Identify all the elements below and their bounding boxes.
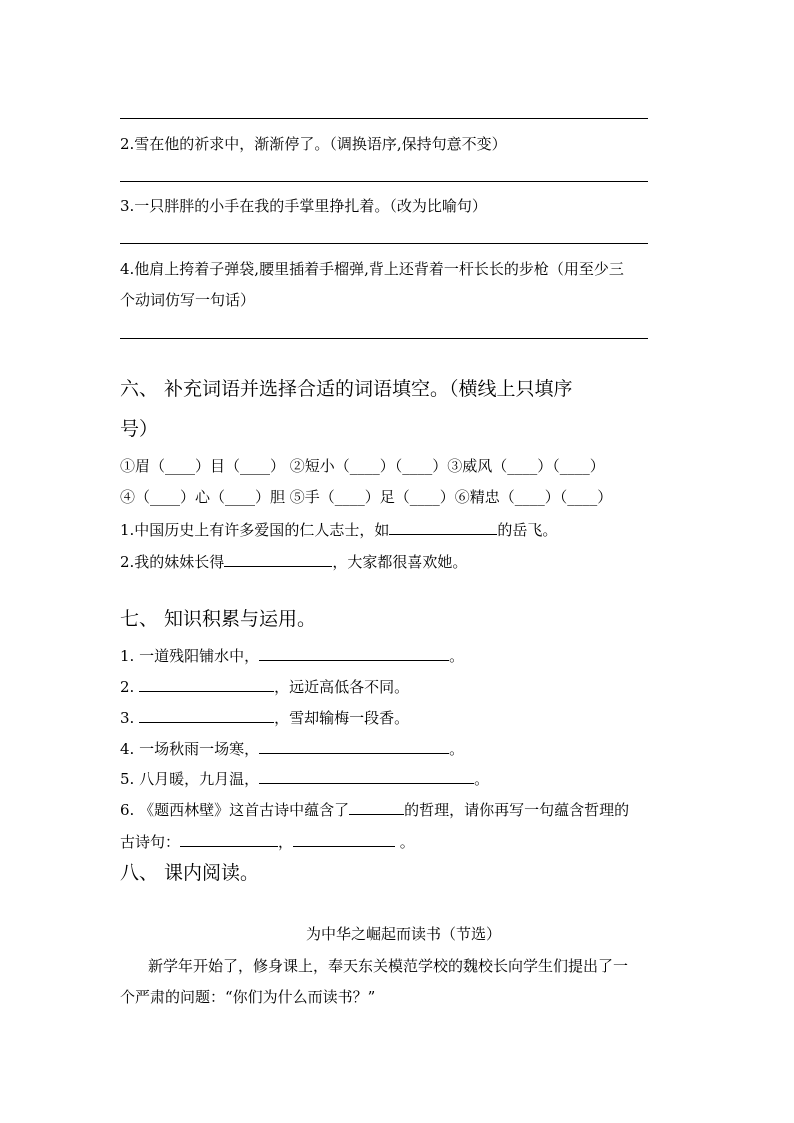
section-heading: 七、 知识积累与运用。 xyxy=(120,608,317,630)
poem-question: 6. 《题西林壁》这首古诗中蕴含了 的哲理，请你再写一句蕴含哲理的 xyxy=(120,801,630,819)
fill-blank[interactable] xyxy=(139,676,274,692)
section-heading: 八、 课内阅读。 xyxy=(120,862,260,884)
fill-blank[interactable] xyxy=(389,519,497,535)
section-heading: 六、 补充词语并选择合适的词语填空。（横线上只填序 xyxy=(120,378,573,400)
reading-title: 为中华之崛起而读书（节选） xyxy=(306,925,502,943)
question-text: 个动词仿写一句话） xyxy=(120,291,256,309)
fill-blank[interactable] xyxy=(349,799,404,815)
fill-blank[interactable] xyxy=(293,831,395,847)
fill-blank[interactable] xyxy=(259,738,449,754)
poem-question: 1. 一道残阳铺水中， 。 xyxy=(120,647,465,665)
poem-question: 2. ，远近高低各不同。 xyxy=(120,678,410,696)
question-text: 3.一只胖胖的小手在我的手掌里挣扎着。（改为比喻句） xyxy=(120,197,487,215)
answer-line[interactable] xyxy=(120,118,648,119)
section-heading: 号） xyxy=(120,418,159,440)
reading-paragraph: 新学年开始了，修身课上，奉天东关模范学校的魏校长向学生们提出了一 xyxy=(148,957,629,975)
answer-line[interactable] xyxy=(120,181,648,182)
fill-blank[interactable] xyxy=(180,831,278,847)
fill-sentence: 1.中国历史上有许多爱国的仁人志士，如 的岳飞。 xyxy=(120,521,558,539)
poem-question: 4. 一场秋雨一场寒， 。 xyxy=(120,740,465,758)
answer-line[interactable] xyxy=(120,338,648,339)
word-fill-row: ①眉（____）目（____） ②短小（____）（____）③威风（____）（____） xyxy=(120,457,605,475)
fill-sentence: 2.我的妹妹长得 ，大家都很喜欢她。 xyxy=(120,553,468,571)
poem-question: 5. 八月暖，九月温， 。 xyxy=(120,770,490,788)
answer-line[interactable] xyxy=(120,243,648,244)
fill-blank[interactable] xyxy=(259,645,449,661)
fill-blank[interactable] xyxy=(139,707,274,723)
question-text: 4.他肩上挎着子弹袋,腰里插着手榴弹,背上还背着一杆长长的步枪（用至少三 xyxy=(120,260,624,278)
fill-blank[interactable] xyxy=(224,551,332,567)
fill-blank[interactable] xyxy=(259,768,474,784)
question-text: 2.雪在他的祈求中，渐渐停了。（调换语序,保持句意不变） xyxy=(120,135,507,153)
poem-question: 古诗句： ， 。 xyxy=(120,833,415,851)
word-fill-row: ④（____）心（____）胆 ⑤手（____）足（____）⑥精忠（____）（____） xyxy=(120,488,613,506)
reading-paragraph: 个严肃的问题：“你们为什么而读书？” xyxy=(120,988,376,1006)
poem-question: 3. ，雪却输梅一段香。 xyxy=(120,709,410,727)
